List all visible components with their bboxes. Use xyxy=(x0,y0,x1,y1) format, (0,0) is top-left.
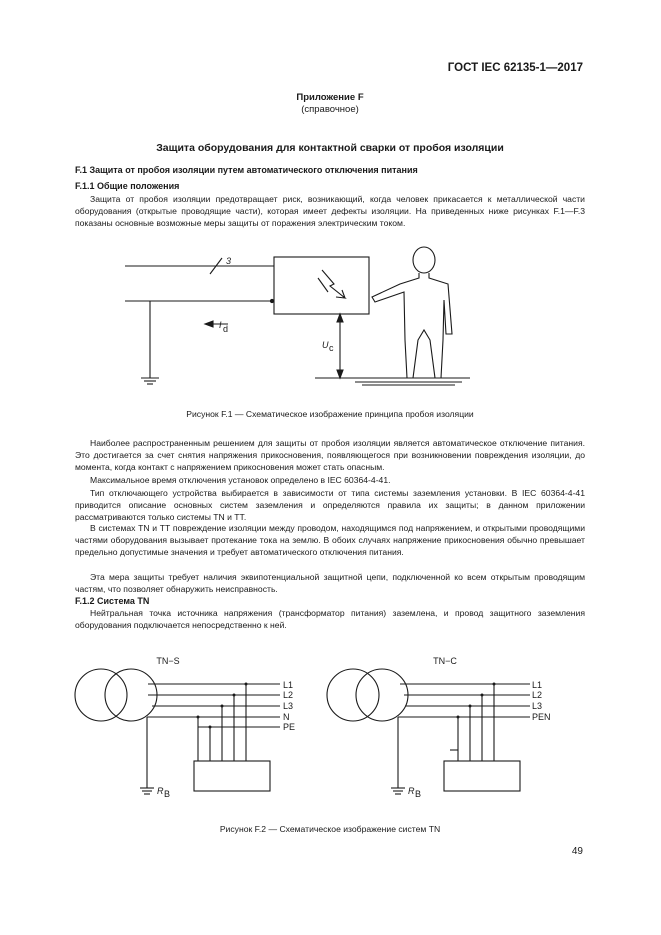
annex-note: (справочное) xyxy=(301,104,359,115)
paragraph-2: Наиболее распространенным решением для защиты от пробоя изоляции является автоматическое отключение питания. Это достигается за счет снятия напряжения прикосновения, появляющегося при возникновении повреждения изоляции, до момента, когда контакт с напряжением прикосновения может стать опасным. xyxy=(75,438,585,473)
section-f1-heading: F.1 Защита от пробоя изоляции путем автоматического отключения питания xyxy=(75,165,418,175)
tns-transformer-primary xyxy=(75,669,127,721)
paragraph-1: Защита от пробоя изоляции предотвращает риск, возникающий, когда человек прикасается к металлической части оборудования (открытые проводящие части), которая имеет дефекты изоляции. На приведенных ниже рисунках F.1—F.3 показаны основные возможные меры защиты от поражения электрическим током. xyxy=(75,194,585,229)
tns-label-l3: L3 xyxy=(283,701,294,711)
tnc-label-l2: L2 xyxy=(532,690,543,700)
tnc-label-l1: L1 xyxy=(532,680,543,690)
annex-title: Приложение F xyxy=(296,92,364,103)
tnc-label-l3: L3 xyxy=(532,701,543,711)
paragraph-4: Тип отключающего устройства выбирается в зависимости от типа системы заземления установки. В IEC 60364-4-41 приводится описание основных систем заземления и определяются правила их защиты; в данном приложении рассматриваются только системы TN и TT. xyxy=(75,488,585,523)
tnc-line-labels xyxy=(532,680,551,722)
label-id-sub: d xyxy=(223,324,229,334)
label-id: I xyxy=(219,320,222,330)
tns-title: TN−S xyxy=(156,656,180,666)
tnc-transformer-secondary xyxy=(356,669,408,721)
label-3: 3 xyxy=(226,256,232,266)
tns-line-labels xyxy=(283,680,295,732)
equipment-enclosure xyxy=(274,257,369,314)
figure-f2-diagram xyxy=(0,650,661,810)
label-uc: U xyxy=(322,340,329,350)
tns-label-n: N xyxy=(283,712,290,722)
tnc-transformer-primary xyxy=(327,669,379,721)
paragraph-6: Эта мера защиты требует наличия эквипотенциальной защитной цепи, подключенной ко всем открытым проводящим частям, что позволяет обнаружить неисправность. xyxy=(75,572,585,595)
section-f12-heading: F.1.2 Система TN xyxy=(75,596,150,606)
tnc-rb-sub: B xyxy=(415,789,422,799)
figure-f2-caption: Рисунок F.2 — Схематическое изображение систем TN xyxy=(219,824,441,834)
paragraph-5: В системах TN и TT повреждение изоляции между проводом, находящимся под напряжением, и открытыми проводящими частями оборудования вызывает протекание тока на землю. В обоих случаях напряжение прикосновения обычно превышает предельно допустимые значения и требует автоматического отключения питания. xyxy=(75,523,585,558)
section-f11-heading: F.1.1 Общие положения xyxy=(75,181,180,191)
page-number: 49 xyxy=(571,846,583,857)
tns-rb-label: R xyxy=(157,786,164,796)
lightning-bolt-icon xyxy=(322,270,345,298)
paragraph-7: Нейтральная точка источника напряжения (трансформатор питания) заземлена, и провод защитного заземления оборудования подключается непосредственно к ней. xyxy=(75,608,585,631)
tns-label-l1: L1 xyxy=(283,680,294,690)
tns-rb-sub: B xyxy=(164,789,171,799)
figure-f1-diagram xyxy=(0,240,661,400)
tnc-load-box xyxy=(444,761,520,791)
tns-label-pe: PE xyxy=(283,722,296,732)
tnc-title: TN−C xyxy=(433,656,457,666)
tns-label-l2: L2 xyxy=(283,690,294,700)
label-uc-sub: c xyxy=(329,343,334,353)
paragraph-3: Максимальное время отключения установок определено в IEC 60364-4-41. xyxy=(90,475,391,485)
tnc-label-pen: PEN xyxy=(532,712,551,722)
tnc-rb-label: R xyxy=(408,786,415,796)
tns-load-box xyxy=(194,761,270,791)
figure-f1-caption: Рисунок F.1 — Схематическое изображение принципа пробоя изоляции xyxy=(186,409,474,419)
standard-header: ГОСТ IEC 62135-1—2017 xyxy=(447,62,583,74)
person-figure xyxy=(372,247,452,378)
main-title: Защита оборудования для контактной сварки от пробоя изоляции xyxy=(156,142,504,154)
